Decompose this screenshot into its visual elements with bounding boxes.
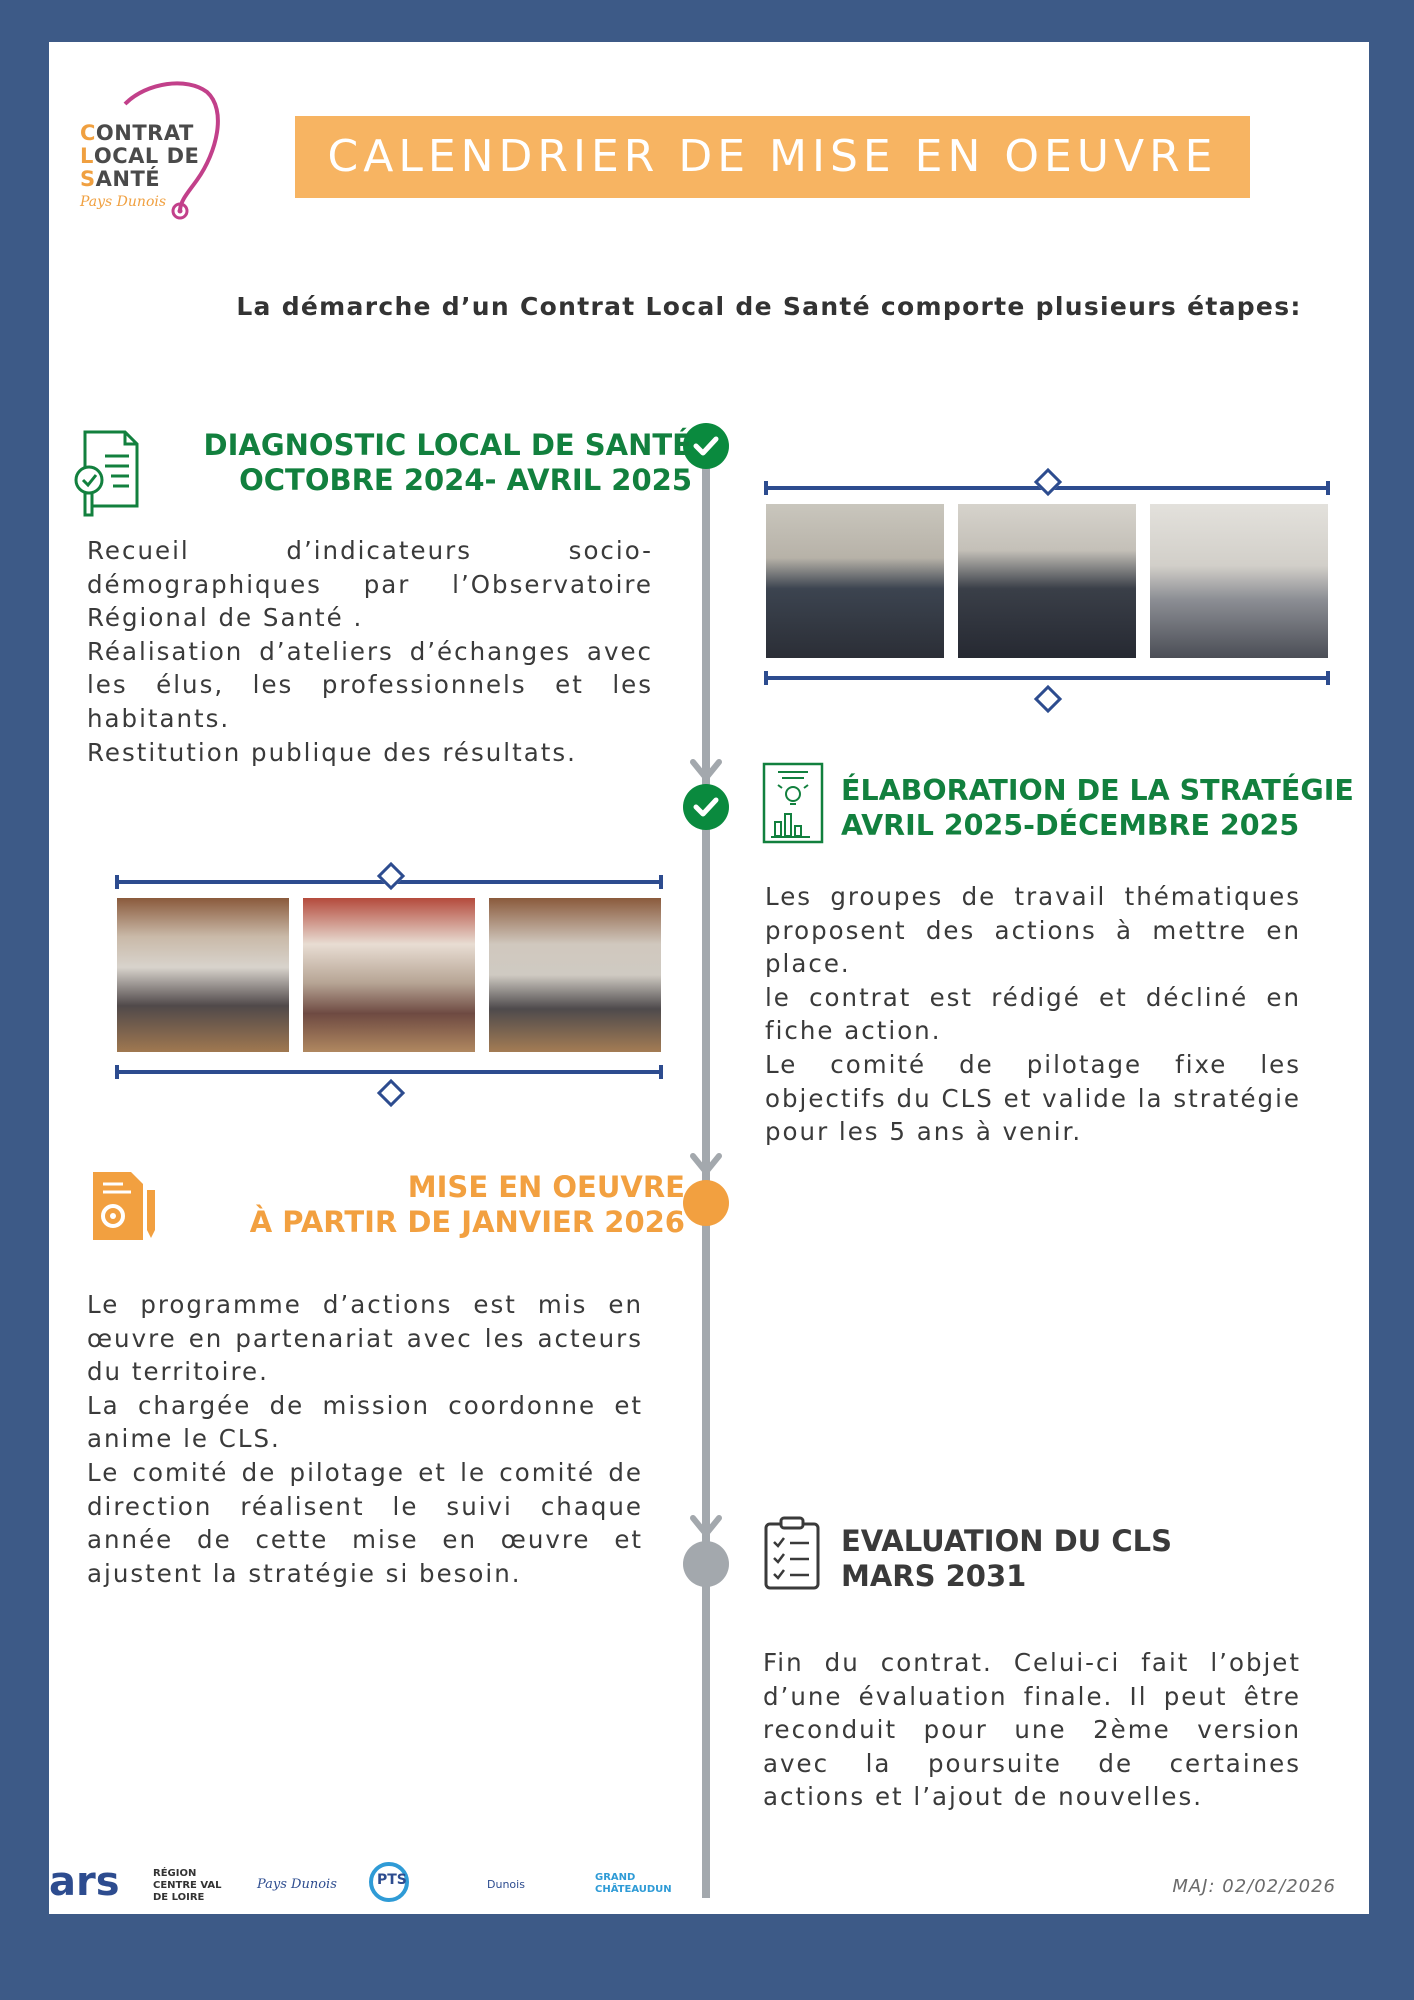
diamond-ornament-icon xyxy=(377,862,405,890)
meeting-photo xyxy=(487,896,663,1054)
step-heading: DIAGNOSTIC LOCAL DE SANTÉ OCTOBRE 2024- AVRIL 2025 xyxy=(203,428,692,497)
clipboard-checklist-icon xyxy=(763,1516,821,1592)
step-heading: ÉLABORATION DE LA STRATÉGIE AVRIL 2025-DÉCEMBRE 2025 xyxy=(841,774,1354,842)
workshop-photo xyxy=(1148,502,1330,660)
cls-logo: CONTRAT LOCAL DE SANTÉ Pays Dunois xyxy=(77,72,237,222)
step-description: Le programme d’actions est mis en œuvre en partenariat avec les acteurs du territoire. La chargée de mission coordonne et anime le CLS. Le comité de pilotage et le comité de direction réalisent le suivi chaque année de cette mise en œuvre et ajustent la stratégie si besoin. xyxy=(87,1290,643,1588)
grand-chateaudun-logo: GRAND CHÂTEAUDUN xyxy=(595,1872,672,1895)
partner-logos xyxy=(49,1860,709,1910)
step-description: Recueil d’indicateurs socio-démographiques par l’Observatoire Régional de Santé . Réalisation d’ateliers d’échanges avec les élus, les professionnels et les habitants. Restitution publique des résultats. xyxy=(87,536,653,767)
timeline-dot-done xyxy=(683,784,729,830)
meeting-photo xyxy=(301,896,477,1054)
pays-dunois-logo: Pays Dunois xyxy=(257,1877,337,1892)
photo-gallery-strategy xyxy=(115,864,663,1134)
timeline-arrow-icon xyxy=(690,1514,722,1540)
page-title: CALENDRIER DE MISE EN OEUVRE xyxy=(295,116,1250,198)
intro-text: La démarche d’un Contrat Local de Santé comporte plusieurs étapes: xyxy=(236,292,1302,321)
pts-logo: PTS xyxy=(369,1860,449,1910)
logo-subtitle: Pays Dunois xyxy=(80,194,167,210)
check-icon xyxy=(683,784,729,830)
workshop-photo xyxy=(956,502,1138,660)
timeline-line xyxy=(702,458,710,1898)
step-heading: MISE EN OEUVRE À PARTIR DE JANVIER 2026 xyxy=(249,1170,685,1239)
region-centre-logo: RÉGION CENTRE VAL DE LOIRE xyxy=(153,1868,222,1903)
page xyxy=(49,42,1369,1914)
diamond-ornament-icon xyxy=(1034,685,1062,713)
ars-logo: ars xyxy=(49,1859,120,1905)
workshop-photo xyxy=(764,502,946,660)
timeline-dot-upcoming xyxy=(683,1541,729,1587)
step-description: Fin du contrat. Celui-ci fait l’objet d’une évaluation finale. Il peut être reconduit pour une 2ème version avec la poursuite de certaines actions et l’ajout de nouvelles. xyxy=(763,1648,1301,1812)
timeline-dot-current xyxy=(683,1180,729,1226)
step-description: Les groupes de travail thématiques proposent des actions à mettre en place. le contrat est rédigé et décliné en fiche action. Le comité de pilotage fixe les objectifs du CLS et valide la stratégie pour les 5 ans à venir. xyxy=(765,882,1301,1147)
communaute-dunois-logo: Dunois xyxy=(487,1878,525,1891)
diamond-ornament-icon xyxy=(377,1079,405,1107)
photo-gallery-diagnostic xyxy=(764,470,1330,730)
strategy-chart-icon xyxy=(762,762,824,844)
diamond-ornament-icon xyxy=(1034,468,1062,496)
meeting-photo xyxy=(115,896,291,1054)
timeline-arrow-icon xyxy=(690,1152,722,1178)
step-heading: EVALUATION DU CLS MARS 2031 xyxy=(841,1524,1172,1593)
timeline-arrow-icon xyxy=(690,758,722,784)
update-date: MAJ: 02/02/2026 xyxy=(1172,1876,1336,1897)
document-gear-icon xyxy=(87,1170,159,1242)
